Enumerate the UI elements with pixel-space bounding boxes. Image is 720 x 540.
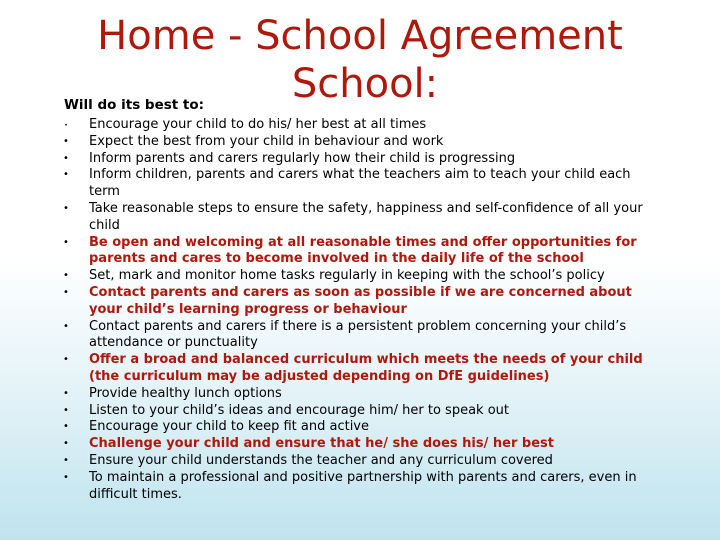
list-item bbox=[58, 319, 658, 353]
bullet-icon: • bbox=[63, 421, 69, 433]
bullet-icon: • bbox=[63, 202, 69, 214]
list-item bbox=[58, 419, 658, 436]
list-item bbox=[58, 268, 658, 285]
bullet-icon: • bbox=[63, 320, 69, 332]
intro-text: Will do its best to: bbox=[64, 97, 205, 113]
list-item-text: Contact parents and carers if there is a persistent problem concerning your child’s attendance or punctuality bbox=[89, 318, 627, 351]
bullet-icon: • bbox=[63, 387, 69, 399]
list-item-text: Encourage your child to keep fit and active bbox=[89, 419, 369, 435]
bullet-icon: • bbox=[63, 354, 69, 366]
list-item bbox=[58, 235, 658, 269]
list-item-text: Provide healthy lunch options bbox=[89, 385, 282, 401]
list-item-text: Inform parents and carers regularly how their child is progressing bbox=[89, 150, 516, 166]
slide-title bbox=[0, 12, 720, 108]
title-line-1: Home - School Agreement bbox=[97, 13, 623, 59]
bullet-icon: • bbox=[63, 152, 69, 164]
bullet-icon: • bbox=[63, 286, 69, 298]
bullet-icon: • bbox=[63, 404, 69, 416]
list-item bbox=[58, 117, 658, 134]
list-item-text: To maintain a professional and positive partnership with parents and carers, even in difficult times. bbox=[89, 469, 637, 502]
list-item-text: Challenge your child and ensure that he/ she does his/ her best bbox=[89, 436, 554, 452]
list-item bbox=[58, 285, 658, 319]
list-item bbox=[58, 436, 658, 453]
list-item-text: Offer a broad and balanced curriculum which meets the needs of your child (the curriculum may be adjusted depending on DfE guidelines) bbox=[89, 352, 643, 384]
agreement-list bbox=[58, 117, 658, 503]
bullet-icon: • bbox=[63, 454, 69, 466]
list-item-text: Be open and welcoming at all reasonable times and offer opportunities for parents and cares to become involved in the daily life of the school bbox=[89, 234, 637, 267]
list-item-text: Set, mark and monitor home tasks regularly in keeping with the school’s policy bbox=[89, 268, 605, 284]
bullet-icon: • bbox=[63, 135, 69, 147]
bullet-icon: • bbox=[63, 270, 69, 282]
list-item-text: Encourage your child to do his/ her best at all times bbox=[89, 117, 427, 132]
list-item-text: Contact parents and carers as soon as possible if we are concerned about your child’s learning progress or behaviour bbox=[89, 284, 632, 317]
list-item bbox=[58, 201, 658, 235]
title-line-2: School: bbox=[291, 61, 439, 107]
bullet-icon: • bbox=[63, 236, 69, 248]
bullet-icon: • bbox=[64, 122, 68, 129]
bullet-icon: • bbox=[63, 169, 69, 181]
list-item bbox=[58, 134, 658, 151]
list-item bbox=[58, 352, 658, 386]
list-item-text: Take reasonable steps to ensure the safety, happiness and self-confidence of all your child bbox=[89, 200, 643, 233]
list-item-text: Expect the best from your child in behaviour and work bbox=[89, 133, 444, 149]
list-item-text: Listen to your child’s ideas and encourage him/ her to speak out bbox=[89, 402, 509, 418]
list-item bbox=[58, 151, 658, 168]
bullet-icon: • bbox=[63, 438, 69, 450]
list-item-text: Ensure your child understands the teacher and any curriculum covered bbox=[89, 452, 553, 468]
list-item bbox=[58, 470, 658, 504]
list-item bbox=[58, 167, 658, 201]
list-item bbox=[58, 386, 658, 403]
bullet-icon: • bbox=[63, 471, 69, 483]
list-item bbox=[58, 403, 658, 420]
list-item-text: Inform children, parents and carers what the teachers aim to teach your child each term bbox=[89, 167, 631, 200]
list-item bbox=[58, 453, 658, 470]
